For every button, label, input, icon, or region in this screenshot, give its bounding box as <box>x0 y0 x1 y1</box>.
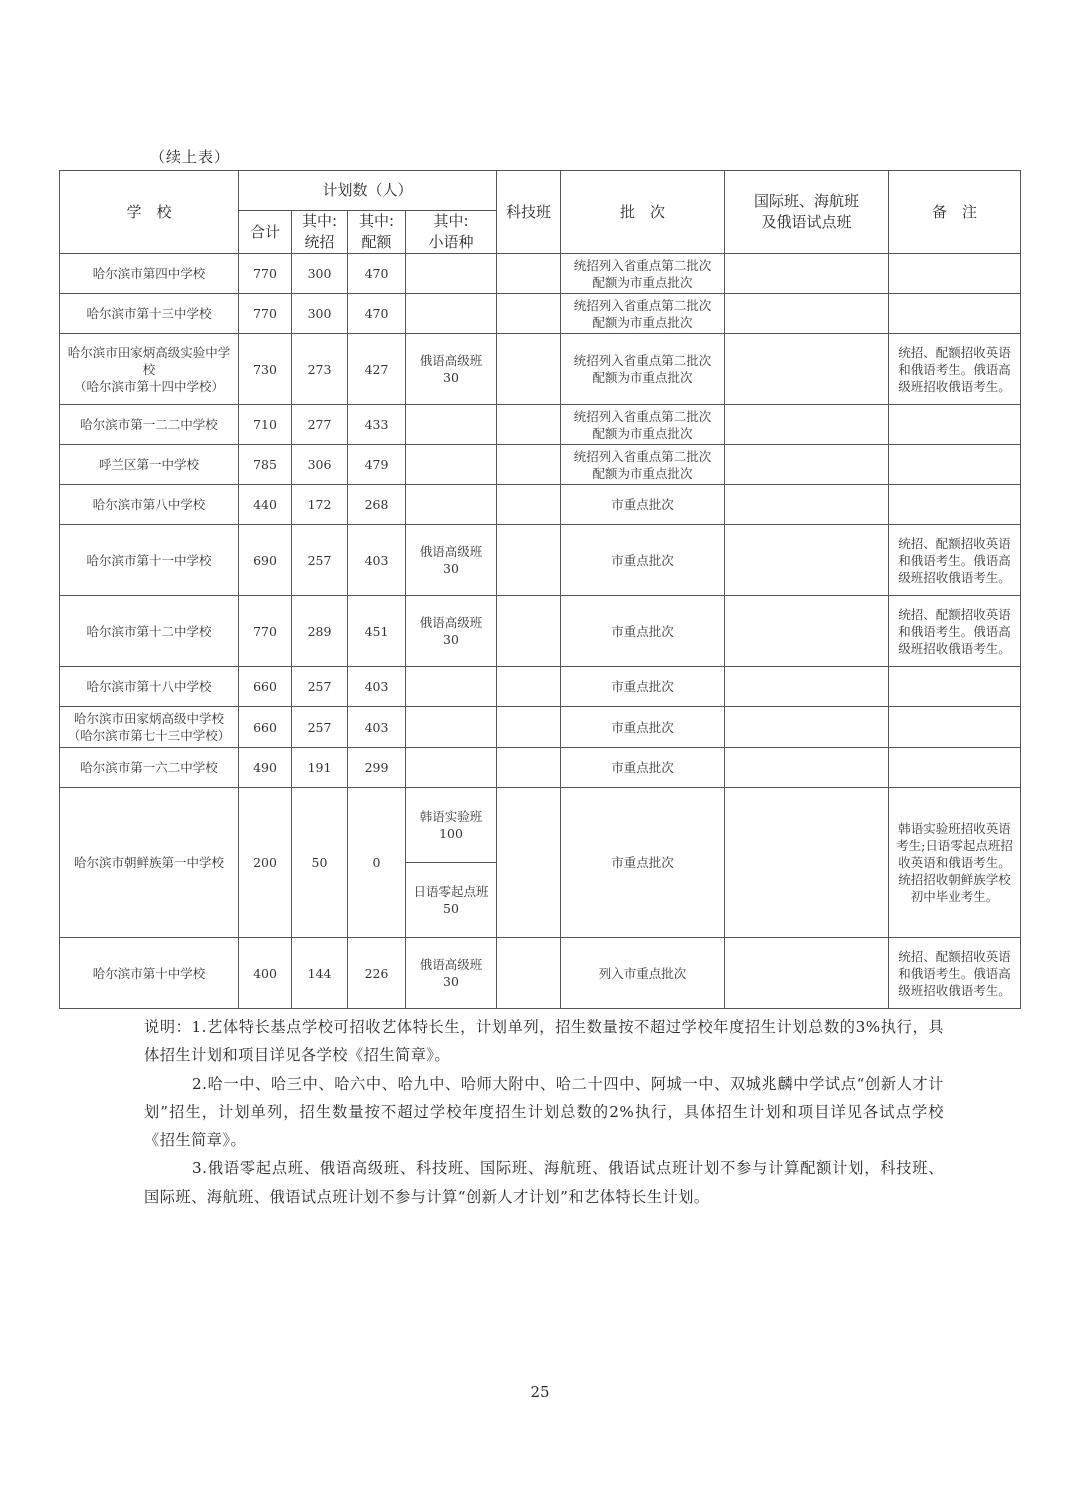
batch-cell <box>561 294 725 334</box>
batch-cell: 市重点批次 <box>561 748 725 788</box>
unified-cell: 300 <box>292 254 348 294</box>
remark-cell <box>889 445 1021 485</box>
quota-cell: 268 <box>348 485 406 525</box>
batch-cell: 列入市重点批次 <box>561 938 725 1009</box>
minor-class-name: 韩语实验班 <box>419 809 483 824</box>
table-row <box>60 405 1021 445</box>
tech-cell <box>497 485 561 525</box>
total-cell: 200 <box>239 788 292 938</box>
quota-cell: 403 <box>348 667 406 707</box>
remark-cell: 统招、配额招收英语和俄语考生。俄语高级班招收俄语考生。 <box>889 525 1021 596</box>
school-cell <box>60 405 239 445</box>
batch-cell: 市重点批次 <box>561 667 725 707</box>
header-minor-lang <box>406 211 497 254</box>
unified-cell: 172 <box>292 485 348 525</box>
remark-cell <box>889 405 1021 445</box>
continued-label: （续上表） <box>150 148 231 166</box>
note-1: 说明：1.艺体特长基点学校可招收艺体特长生，计划单列，招生数量按不超过学校年度招生计划总数的3%执行，具体招生计划和项目详见各学校《招生简章》。 <box>144 1018 944 1065</box>
table-row <box>60 596 1021 667</box>
header-tech-class: 科技班 <box>497 171 561 254</box>
school-name: 哈尔滨市第一六二中学校 <box>80 760 218 775</box>
quota-cell: 470 <box>348 294 406 334</box>
header-school: 学 校 <box>60 171 239 254</box>
minor-class-count: 30 <box>443 561 459 576</box>
table-row <box>60 667 1021 707</box>
school-cell <box>60 788 239 938</box>
tech-cell <box>497 525 561 596</box>
note-3: 3.俄语零起点班、俄语高级班、科技班、国际班、海航班、俄语试点班计划不参与计算配额计划，科技班、国际班、海航班、俄语试点班计划不参与计算“创新人才计划”和艺体特长生计划。 <box>144 1159 944 1206</box>
minor-cell <box>406 938 497 1009</box>
table-row <box>60 334 1021 405</box>
tech-cell <box>497 748 561 788</box>
minor-class-name: 俄语高级班 <box>419 353 483 368</box>
batch-cell <box>561 405 725 445</box>
unified-cell: 257 <box>292 707 348 748</box>
total-cell: 440 <box>239 485 292 525</box>
school-name: 哈尔滨市田家炳高级中学校 <box>73 711 224 726</box>
table-row <box>60 485 1021 525</box>
batch-cell: 市重点批次 <box>561 788 725 938</box>
tech-cell <box>497 788 561 938</box>
intl-cell <box>725 596 889 667</box>
unified-cell: 300 <box>292 294 348 334</box>
minor-class-name: 俄语高级班 <box>419 615 483 630</box>
batch-line1: 统招列入省重点第二批次 <box>573 297 712 313</box>
batch-line2: 配额为市重点批次 <box>592 425 693 441</box>
minor-cell <box>406 667 497 707</box>
intl-cell <box>725 334 889 405</box>
tech-cell <box>497 405 561 445</box>
quota-cell: 0 <box>348 788 406 938</box>
table-row-korean <box>60 788 1021 863</box>
total-cell: 785 <box>239 445 292 485</box>
enrollment-plan-table <box>59 170 1021 1009</box>
minor-class-count: 50 <box>443 901 459 916</box>
batch-cell <box>561 445 725 485</box>
unified-cell: 257 <box>292 525 348 596</box>
remark-cell: 统招、配额招收英语和俄语考生。俄语高级班招收俄语考生。 <box>889 596 1021 667</box>
minor-cell <box>406 254 497 294</box>
school-alt-name: （哈尔滨市第七十三中学校） <box>67 728 231 743</box>
batch-cell: 市重点批次 <box>561 485 725 525</box>
school-cell <box>60 254 239 294</box>
unified-cell: 191 <box>292 748 348 788</box>
school-name: 呼兰区第一中学校 <box>98 457 199 472</box>
minor-cell <box>406 596 497 667</box>
minor-class-name: 俄语高级班 <box>419 957 483 972</box>
tech-cell <box>497 294 561 334</box>
header-unified-line2: 统招 <box>304 233 335 251</box>
minor-cell <box>406 334 497 405</box>
school-alt-name: （哈尔滨市第十四中学校） <box>73 378 224 394</box>
batch-line1: 统招列入省重点第二批次 <box>573 257 712 273</box>
school-name: 哈尔滨市第一二二中学校 <box>80 417 218 432</box>
intl-cell <box>725 254 889 294</box>
minor-class-count: 30 <box>443 370 459 385</box>
school-name: 哈尔滨市第四中学校 <box>92 266 206 281</box>
total-cell: 660 <box>239 667 292 707</box>
note-2: 2.哈一中、哈三中、哈六中、哈九中、哈师大附中、哈二十四中、阿城一中、双城兆麟中学试点“创新人才计划”招生，计划单列，招生数量按不超过学校年度招生计划总数的2%执行，具体招生计划和项目详见各试点学校《招生简章》。 <box>144 1074 944 1150</box>
table-row <box>60 445 1021 485</box>
batch-cell: 市重点批次 <box>561 525 725 596</box>
table-row <box>60 938 1021 1009</box>
quota-cell: 403 <box>348 525 406 596</box>
intl-cell <box>725 294 889 334</box>
minor-cell <box>406 707 497 748</box>
intl-cell <box>725 938 889 1009</box>
batch-cell: 市重点批次 <box>561 707 725 748</box>
intl-cell <box>725 788 889 938</box>
minor-cell <box>406 748 497 788</box>
school-cell <box>60 667 239 707</box>
minor-cell <box>406 405 497 445</box>
unified-cell: 273 <box>292 334 348 405</box>
tech-cell <box>497 334 561 405</box>
batch-line2: 配额为市重点批次 <box>592 274 693 290</box>
unified-cell: 144 <box>292 938 348 1009</box>
table-row <box>60 707 1021 748</box>
batch-line1: 统招列入省重点第二批次 <box>573 448 712 464</box>
school-cell <box>60 445 239 485</box>
tech-cell <box>497 254 561 294</box>
school-cell <box>60 938 239 1009</box>
quota-cell: 470 <box>348 254 406 294</box>
intl-cell <box>725 485 889 525</box>
header-quota-line2: 配额 <box>361 233 392 251</box>
remark-cell: 统招、配额招收英语和俄语考生。俄语高级班招收俄语考生。 <box>889 938 1021 1009</box>
school-name: 哈尔滨市朝鲜族第一中学校 <box>73 855 224 870</box>
school-name: 哈尔滨市第十八中学校 <box>86 679 212 694</box>
total-cell: 490 <box>239 748 292 788</box>
tech-cell <box>497 938 561 1009</box>
school-cell <box>60 334 239 405</box>
header-unified <box>292 211 348 254</box>
header-intl-line1: 国际班、海航班 <box>754 192 860 210</box>
header-quota <box>348 211 406 254</box>
minor-cell <box>406 294 497 334</box>
remark-cell <box>889 707 1021 748</box>
table-row <box>60 294 1021 334</box>
batch-line1: 统招列入省重点第二批次 <box>573 408 712 424</box>
total-cell: 770 <box>239 294 292 334</box>
minor-cell <box>406 445 497 485</box>
quota-cell: 433 <box>348 405 406 445</box>
remark-cell: 统招、配额招收英语和俄语考生。俄语高级班招收俄语考生。 <box>889 334 1021 405</box>
total-cell: 690 <box>239 525 292 596</box>
minor-cell-japanese <box>406 863 497 938</box>
school-cell <box>60 707 239 748</box>
page-number: 25 <box>530 1383 550 1401</box>
total-cell: 770 <box>239 596 292 667</box>
intl-cell <box>725 445 889 485</box>
quota-cell: 403 <box>348 707 406 748</box>
minor-class-count: 30 <box>443 632 459 647</box>
tech-cell <box>497 445 561 485</box>
quota-cell: 299 <box>348 748 406 788</box>
batch-line2: 配额为市重点批次 <box>592 314 693 330</box>
header-unified-line1: 其中: <box>301 212 338 230</box>
header-minor-line2: 小语种 <box>428 233 474 251</box>
minor-cell <box>406 525 497 596</box>
table-row <box>60 748 1021 788</box>
table-row <box>60 254 1021 294</box>
unified-cell: 257 <box>292 667 348 707</box>
remark-cell <box>889 748 1021 788</box>
school-name: 哈尔滨市田家炳高级实验中学校 <box>67 344 231 377</box>
unified-cell: 289 <box>292 596 348 667</box>
intl-cell <box>725 667 889 707</box>
minor-cell-korean <box>406 788 497 863</box>
school-name: 哈尔滨市第十一中学校 <box>86 552 212 568</box>
tech-cell <box>497 596 561 667</box>
table-row <box>60 525 1021 596</box>
minor-class-name: 日语零起点班 <box>413 884 489 899</box>
minor-class-name: 俄语高级班 <box>419 544 483 559</box>
header-quota-line1: 其中: <box>358 212 395 230</box>
header-plan-count: 计划数（人） <box>239 171 497 211</box>
school-cell <box>60 485 239 525</box>
batch-line1: 统招列入省重点第二批次 <box>573 353 712 368</box>
header-intl-class <box>725 171 889 254</box>
header-batch: 批 次 <box>561 171 725 254</box>
total-cell: 730 <box>239 334 292 405</box>
batch-cell <box>561 334 725 405</box>
remark-cell <box>889 254 1021 294</box>
total-cell: 400 <box>239 938 292 1009</box>
unified-cell: 306 <box>292 445 348 485</box>
minor-class-count: 30 <box>443 974 459 989</box>
intl-cell <box>725 707 889 748</box>
remark-cell <box>889 294 1021 334</box>
school-name: 哈尔滨市第十三中学校 <box>86 306 212 321</box>
batch-cell: 市重点批次 <box>561 596 725 667</box>
unified-cell: 50 <box>292 788 348 938</box>
school-name: 哈尔滨市第十二中学校 <box>86 623 212 639</box>
tech-cell <box>497 707 561 748</box>
total-cell: 660 <box>239 707 292 748</box>
total-cell: 770 <box>239 254 292 294</box>
header-minor-line1: 其中: <box>433 212 469 230</box>
intl-cell <box>725 748 889 788</box>
quota-cell: 427 <box>348 334 406 405</box>
school-cell <box>60 748 239 788</box>
batch-cell <box>561 254 725 294</box>
quota-cell: 451 <box>348 596 406 667</box>
quota-cell: 479 <box>348 445 406 485</box>
quota-cell: 226 <box>348 938 406 1009</box>
total-cell: 710 <box>239 405 292 445</box>
header-total: 合计 <box>239 211 292 254</box>
school-name: 哈尔滨市第十中学校 <box>92 965 206 981</box>
minor-class-count: 100 <box>439 826 463 841</box>
remark-cell <box>889 485 1021 525</box>
school-cell <box>60 525 239 596</box>
remark-cell <box>889 667 1021 707</box>
intl-cell <box>725 405 889 445</box>
header-intl-line2: 及俄语试点班 <box>761 213 852 231</box>
minor-cell <box>406 485 497 525</box>
explanation-notes <box>144 1013 944 1211</box>
school-name: 哈尔滨市第八中学校 <box>92 497 206 512</box>
batch-line2: 配额为市重点批次 <box>592 370 693 385</box>
school-cell <box>60 596 239 667</box>
tech-cell <box>497 667 561 707</box>
school-cell <box>60 294 239 334</box>
batch-line2: 配额为市重点批次 <box>592 465 693 481</box>
remark-cell: 韩语实验班招收英语考生;日语零起点班招收英语和俄语考生。统招招收朝鲜族学校初中毕业考生。 <box>889 788 1021 938</box>
unified-cell: 277 <box>292 405 348 445</box>
intl-cell <box>725 525 889 596</box>
header-remarks: 备 注 <box>889 171 1021 254</box>
header-row-1 <box>60 171 1021 211</box>
